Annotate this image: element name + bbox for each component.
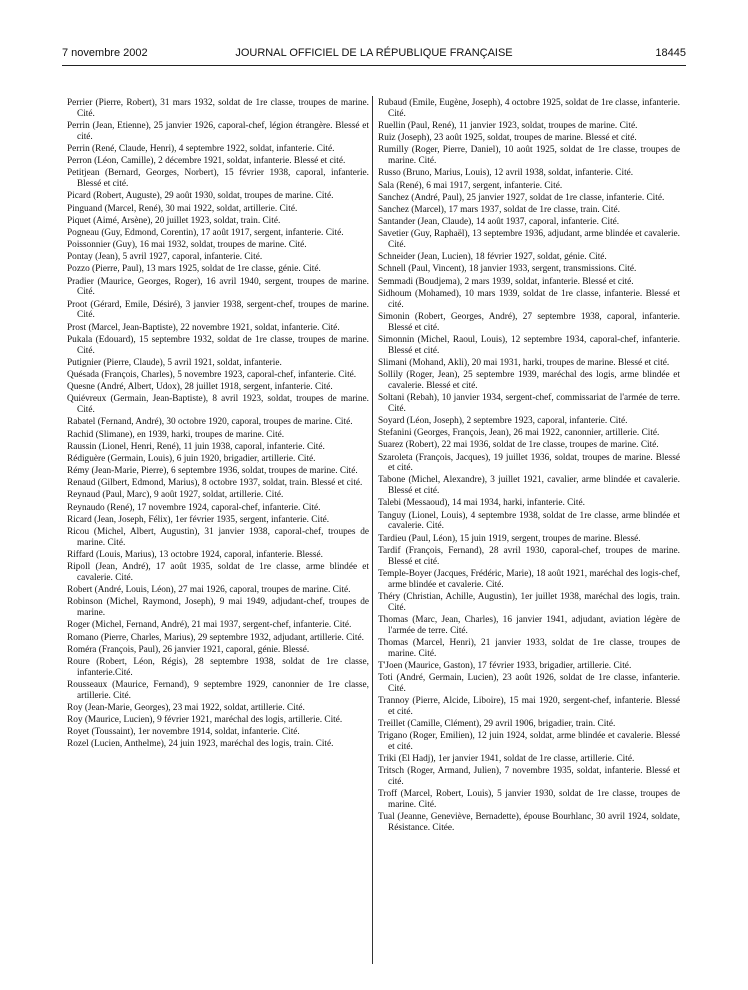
citation-entry: Sanchez (Marcel), 17 mars 1937, soldat de 1re classe, train. Cité. (378, 204, 620, 215)
citation-entry: Pinguand (Marcel, René), 30 mai 1922, soldat, artillerie. Cité. (67, 203, 298, 214)
citation-entry: Trigano (Roger, Emilien), 12 juin 1924, soldat, arme blindée et cavalerie. Blessé et cité. (378, 731, 680, 752)
citation-entry: Schnell (Paul, Vincent), 18 janvier 1933, sergent, transmissions. Cité. (378, 264, 637, 275)
citation-entry: T'Joen (Maurice, Gaston), 17 février 1933, brigadier, artillerie. Cité. (378, 660, 632, 671)
citation-entry: Pukala (Edouard), 15 septembre 1932, soldat de 1re classe, troupes de marine. Cité. (67, 334, 369, 356)
citation-entry: Proot (Gérard, Emile, Désiré), 3 janvier 1938, sergent-chef, troupes de marine. Cité. (67, 299, 369, 321)
citation-entry: Sanchez (André, Paul), 25 janvier 1927, soldat de 1re classe, infanterie. Cité. (378, 192, 665, 203)
citation-entry: Rousseaux (Maurice, Fernand), 9 septembre 1929, canonnier de 1re classe, artillerie. Cité. (67, 679, 369, 701)
citation-entry: Picard (Robert, Auguste), 29 août 1930, soldat, troupes de marine. Cité. (67, 191, 334, 202)
citation-entry: Rubaud (Emile, Eugène, Joseph), 4 octobre 1925, soldat de 1re classe, infanterie. Cité. (378, 98, 680, 119)
citation-entry: Robinson (Michel, Raymond, Joseph), 9 mai 1949, adjudant-chef, troupes de marine. (67, 597, 369, 619)
citation-entry: Petitjean (Bernard, Georges, Norbert), 15 février 1938, caporal, infanterie. Blessé et cité. (67, 168, 369, 190)
citation-entry: Pradier (Maurice, Georges, Roger), 16 avril 1940, sergent, troupes de marine. Cité. (67, 276, 369, 298)
citation-entry: Savetier (Guy, Raphaël), 13 septembre 1936, adjudant, arme blindée et cavalerie. Cité. (378, 229, 680, 251)
citation-entry: Schneider (Jean, Lucien), 18 février 1927, soldat, génie. Cité. (378, 252, 607, 263)
citation-entry: Ricou (Michel, Albert, Augustin), 31 janvier 1938, caporal-chef, troupes de marine. Cité. (67, 527, 369, 548)
citation-entry: Prost (Marcel, Jean-Baptiste), 22 novembre 1921, soldat, infanterie. Cité. (67, 322, 340, 333)
header-date: 7 novembre 2002 (62, 47, 148, 59)
citation-entry: Roure (Robert, Léon, Régis), 28 septembre 1938, soldat de 1re classe, infanterie.Cité. (67, 656, 369, 678)
citation-entry: Roméra (François, Paul), 26 janvier 1921, caporal, génie. Blessé. (67, 644, 310, 655)
citation-entry: Poissonnier (Guy), 16 mai 1932, soldat, troupes de marine. Cité. (67, 240, 307, 251)
citation-entry: Roger (Michel, Fernand, André), 21 mai 1937, sergent-chef, infanterie. Cité. (67, 620, 352, 631)
citation-entry: Quésada (François, Charles), 5 novembre 1923, caporal-chef, infanterie. Cité. (67, 369, 357, 380)
citation-entry: Rozel (Lucien, Anthelme), 24 juin 1923, maréchal des logis, train. Cité. (67, 739, 334, 750)
right-column (378, 98, 680, 835)
header-title: JOURNAL OFFICIEL DE LA RÉPUBLIQUE FRANÇAISE (235, 47, 513, 59)
citation-entry: Temple-Boyer (Jacques, Frédéric, Marie), 18 août 1921, maréchal des logis-chef, arme blindée et cavalerie. Cité. (378, 568, 680, 590)
citation-entry: Sala (René), 6 mai 1917, sergent, infanterie. Cité. (378, 180, 563, 191)
column-divider (372, 96, 373, 964)
citation-entry: Trannoy (Pierre, Alcide, Liboire), 15 mai 1920, sergent-chef, infanterie. Blessé et cité. (378, 695, 680, 717)
citation-entry: Reynaud (Paul, Marc), 9 août 1927, soldat, artillerie. Cité. (67, 490, 284, 501)
citation-entry: Rédiguère (Germain, Louis), 6 juin 1920, brigadier, artillerie. Cité. (67, 453, 316, 464)
citation-entry: Treillet (Camille, Clément), 29 avril 1906, brigadier, train. Cité. (378, 718, 616, 729)
citation-entry: Ripoll (Jean, André), 17 août 1935, soldat de 1re classe, arme blindée et cavalerie. Cité. (67, 562, 369, 583)
citation-entry: Putignier (Pierre, Claude), 5 avril 1921, soldat, infanterie. (67, 357, 282, 368)
citation-entry: Robert (André, Louis, Léon), 27 mai 1926, caporal, troupes de marine. Cité. (67, 585, 351, 596)
citation-entry: Perrin (Jean, Etienne), 25 janvier 1926, caporal-chef, légion étrangère. Blessé et cité. (67, 120, 369, 142)
citation-entry: Perrin (René, Claude, Henri), 4 septembre 1922, soldat, infanterie. Cité. (67, 143, 335, 154)
citation-entry: Ruellin (Paul, René), 11 janvier 1923, soldat, troupes de marine. Cité. (378, 120, 638, 131)
citation-entry: Reynaudo (René), 17 novembre 1924, caporal-chef, infanterie. Cité. (67, 502, 321, 513)
citation-entry: Quiévreux (Germain, Jean-Baptiste), 8 avril 1923, soldat, troupes de marine. Cité. (67, 394, 369, 416)
citation-entry: Troff (Marcel, Robert, Louis), 5 janvier 1930, soldat de 1re classe, troupes de marine. Cité. (378, 789, 680, 811)
page-header (62, 47, 686, 63)
citation-entry: Perron (Léon, Camille), 2 décembre 1921, soldat, infanterie. Blessé et cité. (67, 156, 346, 167)
citation-entry: Rémy (Jean-Marie, Pierre), 6 septembre 1936, soldat, troupes de marine. Cité. (67, 466, 358, 477)
citation-entry: Pontay (Jean), 5 avril 1927, caporal, infanterie. Cité. (67, 252, 263, 263)
citation-entry: Talebi (Messaoud), 14 mai 1934, harki, infanterie. Cité. (378, 498, 585, 509)
header-page-number: 18445 (655, 47, 686, 59)
citation-entry: Rumilly (Roger, Pierre, Daniel), 10 août 1925, soldat de 1re classe, troupes de marine. Cité. (378, 145, 680, 167)
citation-entry: Russo (Bruno, Marius, Louis), 12 avril 1938, soldat, infanterie. Cité. (378, 168, 634, 179)
citation-entry: Royet (Toussaint), 1er novembre 1914, soldat, infanterie. Cité. (67, 727, 300, 738)
citation-entry: Szaroleta (François, Jacques), 19 juillet 1936, soldat, troupes de marine. Blessé et cité. (378, 452, 680, 474)
citation-entry: Roy (Jean-Marie, Georges), 23 mai 1922, soldat, artillerie. Cité. (67, 702, 305, 713)
citation-entry: Simonnin (Michel, Raoul, Louis), 12 septembre 1934, caporal-chef, infanterie. Blessé et cité. (378, 334, 680, 356)
citation-entry: Rachid (Slimane), en 1939, harki, troupes de marine. Cité. (67, 429, 285, 440)
citation-entry: Sollily (Roger, Jean), 25 septembre 1939, maréchal des logis, arme blindée et cavalerie. Blessé et cité. (378, 369, 680, 391)
citation-entry: Suarez (Robert), 22 mai 1936, soldat de 1re classe, troupes de marine. Cité. (378, 440, 659, 451)
citation-entry: Ricard (Jean, Joseph, Félix), 1er février 1935, sergent, infanterie. Cité. (67, 514, 330, 525)
citation-entry: Quesne (André, Albert, Udox), 28 juillet 1918, sergent, infanterie. Cité. (67, 382, 333, 393)
citation-entry: Tardif (François, Fernand), 28 avril 1930, caporal-chef, troupes de marine. Blessé et cité. (378, 545, 680, 567)
citation-entry: Théry (Christian, Achille, Augustin), 1er juillet 1938, maréchal des logis, train. Cité. (378, 591, 680, 613)
citation-entry: Semmadi (Boudjema), 2 mars 1939, soldat, infanterie. Blessé et cité. (378, 276, 634, 287)
citation-entry: Slimani (Mohand, Akli), 20 mai 1931, harki, troupes de marine. Blessé et cité. (378, 357, 670, 368)
citation-entry: Simonin (Robert, Georges, André), 27 septembre 1938, caporal, infanterie. Blessé et cité. (378, 311, 680, 333)
left-column (67, 98, 369, 752)
citation-entry: Triki (El Hadj), 1er janvier 1941, soldat de 1re classe, artillerie. Cité. (378, 754, 635, 765)
citation-entry: Tanguy (Lionel, Louis), 4 septembre 1938, soldat de 1re classe, arme blindée et cavalerie. Cité. (378, 510, 680, 532)
header-rule (62, 65, 686, 66)
citation-entry: Soltani (Rebah), 10 janvier 1934, sergent-chef, commissariat de l'armée de terre. Cité. (378, 392, 680, 414)
citation-entry: Riffard (Louis, Marius), 13 octobre 1924, caporal, infanterie. Blessé. (67, 550, 323, 560)
citation-entry: Tual (Jeanne, Geneviève, Bernadette), épouse Bourhlanc, 30 avril 1924, soldate, Résistance. Citée. (378, 812, 680, 834)
citation-entry: Perrier (Pierre, Robert), 31 mars 1932, soldat de 1re classe, troupes de marine. Cité. (67, 98, 369, 119)
citation-entry: Tritsch (Roger, Armand, Julien), 7 novembre 1935, soldat, infanterie. Blessé et cité. (378, 766, 680, 788)
citation-entry: Soyard (Léon, Joseph), 2 septembre 1923, caporal, infanterie. Cité. (378, 415, 628, 426)
citation-entry: Romano (Pierre, Charles, Marius), 29 septembre 1932, adjudant, artillerie. Cité. (67, 632, 364, 643)
citation-entry: Piquet (Aimé, Arsène), 20 juillet 1923, soldat, train. Cité. (67, 215, 281, 226)
citation-entry: Tabone (Michel, Alexandre), 3 juillet 1921, cavalier, arme blindée et cavalerie. Blessé et cité. (378, 475, 680, 497)
citation-entry: Pozzo (Pierre, Paul), 13 mars 1925, soldat de 1re classe, génie. Cité. (67, 264, 321, 275)
citation-entry: Rabatel (Fernand, André), 30 octobre 1920, caporal, troupes de marine. Cité. (67, 417, 353, 428)
citation-entry: Toti (André, Germain, Lucien), 23 août 1926, soldat de 1re classe, infanterie. Cité. (378, 672, 680, 694)
citation-entry: Pogneau (Guy, Edmond, Corentin), 17 août 1917, sergent, infanterie. Cité. (67, 227, 344, 238)
citation-entry: Raussin (Lionel, Henri, René), 11 juin 1938, caporal, infanterie. Cité. (67, 441, 325, 452)
citation-entry: Tardieu (Paul, Léon), 15 juin 1919, sergent, troupes de marine. Blessé. (378, 533, 641, 544)
citation-entry: Thomas (Marcel, Henri), 21 janvier 1933, soldat de 1re classe, troupes de marine. Cité. (378, 637, 680, 659)
citation-entry: Ruiz (Joseph), 23 août 1925, soldat, troupes de marine. Blessé et cité. (378, 133, 637, 144)
citation-entry: Sidhoum (Mohamed), 10 mars 1939, soldat de 1re classe, infanterie. Blessé et cité. (378, 288, 680, 310)
citation-entry: Thomas (Marc, Jean, Charles), 16 janvier 1941, adjudant, aviation légère de l'armée de terre. Cité. (378, 614, 680, 636)
citation-entry: Renaud (Gilbert, Edmond, Marius), 8 octobre 1937, soldat, train. Blessé et cité. (67, 478, 363, 489)
citation-entry: Stefanini (Georges, François, Jean), 26 mai 1922, canonnier, artillerie. Cité. (378, 428, 660, 439)
citation-entry: Santander (Jean, Claude), 14 août 1937, caporal, infanterie. Cité. (378, 217, 620, 228)
citation-entry: Roy (Maurice, Lucien), 9 février 1921, maréchal des logis, artillerie. Cité. (67, 715, 343, 726)
